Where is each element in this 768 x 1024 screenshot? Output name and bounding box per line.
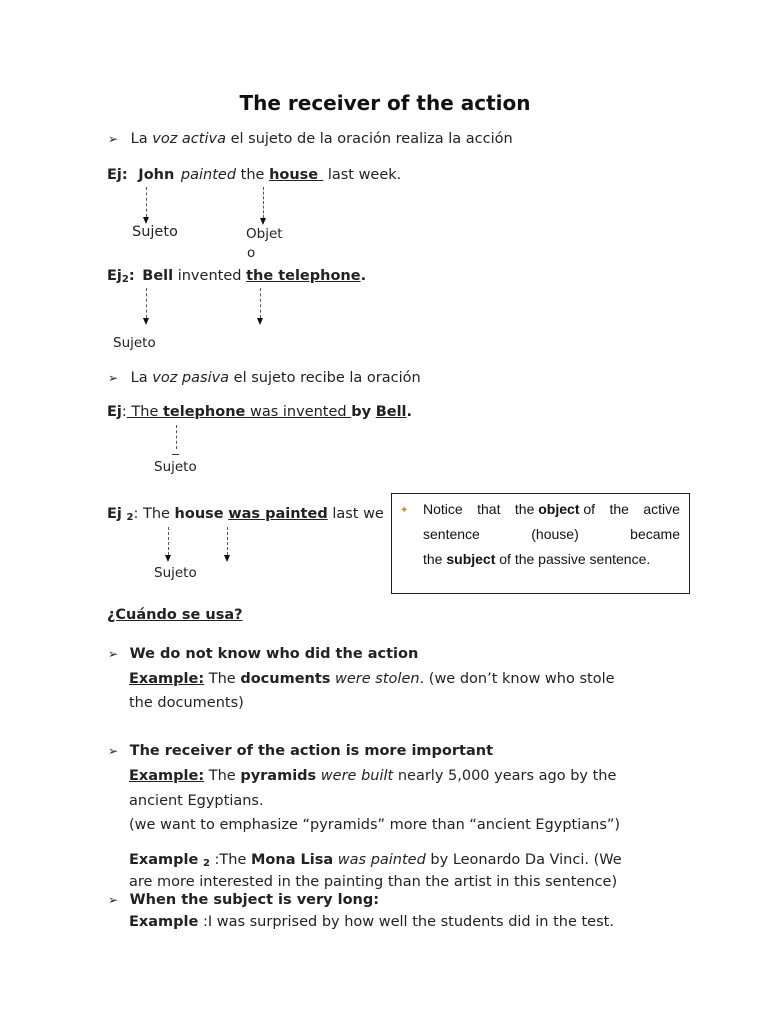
case-1-example-line2: the documents) <box>129 695 244 711</box>
text: el sujeto recibe la oración <box>229 370 421 386</box>
example-1-line <box>107 167 401 183</box>
arrow-bullet-icon: ➢ <box>108 893 119 907</box>
example-verb: invented <box>177 268 242 284</box>
text: The receiver of the action is more important <box>129 743 494 759</box>
text: When the subject is very long: <box>129 892 380 908</box>
text: La <box>130 131 153 147</box>
text: The <box>204 768 241 784</box>
arrow-bullet-icon: ➢ <box>108 647 119 661</box>
text: We do not know who did the action <box>129 646 419 662</box>
example-verb: were stolen <box>335 671 420 687</box>
text: by <box>351 404 372 420</box>
example-label: Ej: <box>107 167 128 183</box>
example-3-line <box>107 404 412 420</box>
example-subject: Bell <box>142 268 174 284</box>
example-agent: Bell <box>375 404 407 420</box>
bullet-voz-pasiva <box>108 370 421 386</box>
example-label: $Ej_2$: <box>107 268 135 285</box>
case-1-heading <box>108 646 418 662</box>
case-2-example-line1 <box>129 768 616 784</box>
text: last week. <box>327 167 402 183</box>
case-2-example2-line1 <box>129 852 622 869</box>
text: nearly 5,000 years ago by the <box>393 768 617 784</box>
label-sujeto: Sujeto <box>154 565 197 581</box>
arrow-bullet-icon: ➢ <box>108 371 119 385</box>
case-1-example-line1 <box>129 671 615 687</box>
dash-mark: _ <box>172 440 179 456</box>
case-3-example-line1 <box>129 914 614 930</box>
example-label: Example: <box>129 671 205 687</box>
text: by Leonardo Da Vinci. (We <box>425 852 622 868</box>
text: . (we don’t know who stole <box>419 671 615 687</box>
note-line-1: Notice that the object of the active <box>423 501 680 517</box>
text: The <box>204 671 241 687</box>
example-4-line <box>107 506 384 523</box>
example-label: Ej <box>107 506 122 522</box>
text: . <box>360 268 367 284</box>
example-subject: pyramids <box>240 768 317 784</box>
note-line-3: the subject of the passive sentence. <box>423 551 651 567</box>
term-voz-activa: voz activa <box>152 131 226 147</box>
section-heading: ¿Cuándo se usa? <box>107 607 243 623</box>
example-verb: was painted <box>228 506 328 522</box>
text: . <box>406 404 413 420</box>
label-sujeto: Sujeto <box>113 335 156 351</box>
text: last we <box>332 506 384 522</box>
case-2-example2-line2: are more interested in the painting than the artist in this sentence) <box>129 874 618 890</box>
label-sujeto: Sujeto <box>132 224 178 240</box>
example-object: the telephone <box>246 268 361 284</box>
bullet-voz-activa <box>108 131 513 147</box>
case-2-example-line3: (we want to emphasize “pyramids” more than “ancient Egyptians”) <box>129 817 621 833</box>
example-object: house <box>269 167 319 183</box>
example-label: Example <box>129 914 199 930</box>
example-verb: painted <box>180 167 237 183</box>
text: el sujeto de la oración realiza la acción <box>225 131 513 147</box>
example-label: Example: <box>129 768 205 784</box>
case-2-example-line2: ancient Egyptians. <box>129 793 264 809</box>
note-line-2: sentence (house) became <box>423 526 680 542</box>
term-voz-pasiva: voz pasiva <box>152 370 230 386</box>
label-objeto-line1: Objet <box>246 226 283 242</box>
label-objeto-line2: o <box>247 245 256 261</box>
sparkle-icon: ✦ <box>400 505 409 516</box>
text: : <box>121 404 127 420</box>
text: The <box>126 404 163 420</box>
example-verb: were built <box>320 768 394 784</box>
example-verb: was invented <box>245 404 352 420</box>
text: : The <box>133 506 175 522</box>
subscript: 2 <box>126 512 134 523</box>
page-title: The receiver of the action <box>239 91 531 115</box>
text: the <box>240 167 265 183</box>
example-subject: Mona Lisa <box>251 852 334 868</box>
example-subject: telephone <box>162 404 246 420</box>
text: :I was surprised by how well the students did in the test. <box>198 914 614 930</box>
text: La <box>130 370 153 386</box>
arrow-bullet-icon: ➢ <box>108 132 119 146</box>
subscript: 2 <box>202 858 210 869</box>
arrow-bullet-icon: ➢ <box>108 744 119 758</box>
example-subject: house <box>174 506 224 522</box>
label-sujeto: Sujeto <box>154 459 197 475</box>
example-verb: was painted <box>337 852 426 868</box>
example-subject: John <box>138 167 175 183</box>
note-box <box>391 493 690 594</box>
case-3-heading <box>108 892 379 908</box>
example-2-line <box>107 268 366 285</box>
text: :The <box>209 852 251 868</box>
example-label: Ej <box>107 404 122 420</box>
example-label: Example <box>129 852 199 868</box>
case-2-heading <box>108 743 493 759</box>
example-subject: documents <box>240 671 331 687</box>
